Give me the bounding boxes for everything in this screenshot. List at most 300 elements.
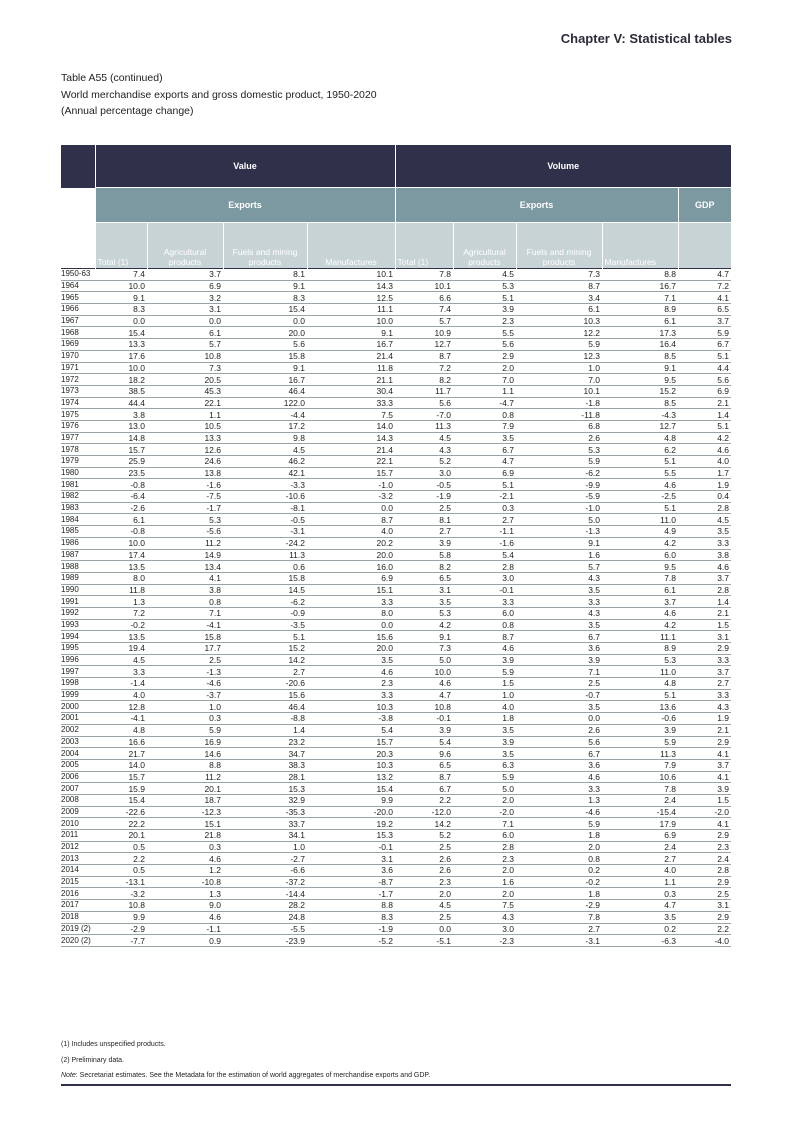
col-fuels-mining-volume: Fuels and mining products [516,223,602,269]
table-cell: 13.6 [602,701,678,713]
table-cell: 13.5 [95,631,147,643]
table-cell: 10.1 [307,269,395,281]
table-cell: 15.1 [147,818,223,830]
table-cell: 4.6 [516,771,602,783]
table-cell: 15.4 [307,783,395,795]
table-cell: -10.6 [223,491,307,503]
table-cell: 4.1 [678,748,731,760]
table-unit: (Annual percentage change) [61,105,194,117]
table-row [61,456,731,468]
table-cell: 15.7 [307,467,395,479]
header-corner [61,145,95,188]
table-cell: 10.0 [307,315,395,327]
table-cell: 5.1 [602,456,678,468]
table-cell: -10.8 [147,876,223,888]
table-cell: 1.9 [678,713,731,725]
table-cell: -24.2 [223,537,307,549]
table-cell: 9.5 [602,374,678,386]
table-cell: 0.0 [307,619,395,631]
table-cell: 4.1 [678,818,731,830]
row-year: 2019 (2) [61,923,95,935]
table-cell: -20.6 [223,678,307,690]
table-cell: 4.6 [602,479,678,491]
table-cell: 1.8 [516,830,602,842]
table-cell: 8.5 [602,350,678,362]
table-cell: -23.9 [223,935,307,947]
table-cell: -3.8 [307,713,395,725]
table-cell: -2.1 [453,491,516,503]
table-cell: 7.8 [602,783,678,795]
table-cell: 4.0 [678,456,731,468]
row-year: 1987 [61,549,95,561]
table-cell: 28.1 [223,771,307,783]
table-cell: 4.5 [95,654,147,666]
table-cell: 7.5 [307,409,395,421]
table-cell: -0.8 [95,479,147,491]
table-cell: 5.3 [516,444,602,456]
table-cell: -0.2 [516,876,602,888]
table-cell: -2.5 [602,491,678,503]
table-cell: 7.1 [516,666,602,678]
table-cell: 19.2 [307,818,395,830]
table-cell: 3.8 [95,409,147,421]
table-cell: -12.3 [147,806,223,818]
table-cell: -5.2 [307,935,395,947]
table-cell: -0.6 [602,713,678,725]
table-cell: 5.2 [395,456,453,468]
table-cell: 6.5 [395,572,453,584]
table-cell: 10.0 [95,537,147,549]
table-cell: 2.2 [95,853,147,865]
table-cell: 3.9 [453,736,516,748]
table-cell: 17.6 [95,350,147,362]
table-cell: 3.9 [453,654,516,666]
row-year: 2001 [61,713,95,725]
table-cell: 21.4 [307,444,395,456]
table-cell: 2.6 [395,865,453,877]
table-cell: -0.1 [307,841,395,853]
table-cell: 0.8 [453,409,516,421]
table-cell: 11.3 [395,420,453,432]
table-cell: 10.8 [147,350,223,362]
table-cell: 12.2 [516,327,602,339]
table-cell: 7.1 [147,607,223,619]
table-cell: 9.5 [602,561,678,573]
table-row [61,385,731,397]
row-year: 1996 [61,654,95,666]
table-cell: 14.2 [395,818,453,830]
table-cell: 3.3 [307,689,395,701]
table-cell: -20.0 [307,806,395,818]
row-year: 1972 [61,374,95,386]
table-cell: 1.0 [147,701,223,713]
row-year: 1997 [61,666,95,678]
table-cell: 3.5 [678,526,731,538]
table-body [61,269,731,947]
table-cell: 14.6 [147,748,223,760]
table-cell: 2.5 [516,678,602,690]
table-cell: 16.7 [602,280,678,292]
table-cell: 10.3 [307,701,395,713]
table-cell: 5.7 [516,561,602,573]
table-row [61,771,731,783]
table-row [61,806,731,818]
table-cell: 22.1 [147,397,223,409]
table-cell: -11.8 [516,409,602,421]
table-cell: 8.3 [223,292,307,304]
table-cell: 17.9 [602,818,678,830]
table-cell: 6.9 [147,280,223,292]
table-cell: 2.5 [395,841,453,853]
row-year: 2010 [61,818,95,830]
table-cell: 5.6 [516,736,602,748]
table-cell: 122.0 [223,397,307,409]
table-cell: 23.2 [223,736,307,748]
table-cell: 2.5 [395,502,453,514]
table-cell: 6.9 [307,572,395,584]
table-cell: 1.3 [516,794,602,806]
row-year: 2014 [61,865,95,877]
table-cell: 21.7 [95,748,147,760]
table-cell: 4.3 [453,911,516,923]
row-year: 1974 [61,397,95,409]
table-cell: -2.0 [453,806,516,818]
table-cell: 3.8 [678,549,731,561]
table-cell: 2.9 [678,911,731,923]
row-year: 1999 [61,689,95,701]
table-title: World merchandise exports and gross domestic product, 1950-2020 [61,88,377,101]
table-cell: 4.5 [395,432,453,444]
table-cell: 16.9 [147,736,223,748]
table-cell: -3.1 [223,526,307,538]
table-cell: 46.2 [223,456,307,468]
table-cell: 0.9 [147,935,223,947]
table-cell: -1.0 [516,502,602,514]
table-cell: -4.1 [147,619,223,631]
table-cell: 42.1 [223,467,307,479]
table-cell: -1.6 [453,537,516,549]
table-row [61,736,731,748]
table-cell: 6.1 [602,584,678,596]
table-cell: 7.2 [678,280,731,292]
table-cell: 7.8 [602,572,678,584]
table-cell: 3.9 [602,724,678,736]
table-cell: 9.1 [307,327,395,339]
table-cell: 4.7 [678,269,731,281]
table-cell: 0.6 [223,561,307,573]
row-year: 1980 [61,467,95,479]
table-cell: 3.7 [678,759,731,771]
table-cell: 5.9 [453,771,516,783]
col-agricultural-value: Agricultural products [147,223,223,269]
table-cell: 11.2 [147,771,223,783]
table-cell: 11.0 [602,514,678,526]
table-cell: -8.1 [223,502,307,514]
row-year: 1986 [61,537,95,549]
table-cell: 10.5 [147,420,223,432]
table-cell: -1.4 [95,678,147,690]
table-cell: 3.3 [516,596,602,608]
table-cell: 45.3 [147,385,223,397]
table-cell: 2.7 [453,514,516,526]
table-cell: 2.3 [453,315,516,327]
row-year: 1989 [61,572,95,584]
table-cell: 4.7 [453,456,516,468]
table-cell: 8.1 [395,514,453,526]
table-cell: 6.7 [678,339,731,351]
table-cell: 6.1 [602,315,678,327]
table-cell: 11.1 [602,631,678,643]
chapter-title: Statistical tables [629,31,732,46]
table-cell: 15.9 [95,783,147,795]
table-cell: 3.6 [307,865,395,877]
table-cell: 10.1 [516,385,602,397]
table-cell: -4.0 [678,935,731,947]
table-cell: 13.8 [147,467,223,479]
row-year: 2004 [61,748,95,760]
table-cell: 4.3 [516,572,602,584]
table-cell: 7.5 [453,900,516,912]
table-row [61,584,731,596]
table-cell: 13.0 [95,420,147,432]
table-cell: 7.0 [516,374,602,386]
table-cell: 4.8 [602,678,678,690]
table-cell: 10.9 [395,327,453,339]
table-cell: 13.3 [147,432,223,444]
row-year: 1994 [61,631,95,643]
table-cell: 2.1 [678,724,731,736]
table-cell: 5.9 [516,818,602,830]
table-row [61,654,731,666]
table-cell: 3.5 [453,724,516,736]
row-year: 2016 [61,888,95,900]
row-year: 1983 [61,502,95,514]
table-cell: 1.3 [95,596,147,608]
table-cell: 7.3 [147,362,223,374]
table-cell: 18.2 [95,374,147,386]
table-cell: -4.6 [147,678,223,690]
table-cell: 2.4 [602,841,678,853]
row-year: 1977 [61,432,95,444]
table-cell: 12.6 [147,444,223,456]
chapter-prefix: Chapter V: [560,31,626,46]
table-cell: 8.7 [395,350,453,362]
col-total-value: Total (1) [95,223,147,269]
table-cell: -6.6 [223,865,307,877]
table-cell: 2.8 [678,584,731,596]
table-cell: 34.1 [223,830,307,842]
table-row [61,619,731,631]
table-cell: 5.4 [395,736,453,748]
table-cell: 2.4 [678,853,731,865]
table-cell: 12.7 [395,339,453,351]
table-cell: 23.5 [95,467,147,479]
table-cell: 25.9 [95,456,147,468]
note-label: Note [61,1072,76,1079]
table-cell: -9.9 [516,479,602,491]
row-year: 1995 [61,643,95,655]
table-cell: 6.9 [453,467,516,479]
row-year: 2012 [61,841,95,853]
table-cell: 13.3 [95,339,147,351]
table-cell: 8.1 [223,269,307,281]
table-cell: 2.0 [516,841,602,853]
table-cell: 4.5 [395,900,453,912]
table-cell: 3.6 [516,643,602,655]
table-cell: 9.0 [147,900,223,912]
table-cell: -4.7 [453,397,516,409]
table-cell: 4.0 [307,526,395,538]
table-cell: 5.0 [395,654,453,666]
table-cell: 6.7 [516,631,602,643]
table-cell: 3.3 [678,537,731,549]
table-cell: 6.9 [602,830,678,842]
table-cell: 5.3 [453,280,516,292]
table-cell: 8.5 [602,397,678,409]
table-row [61,666,731,678]
table-cell: 4.3 [678,701,731,713]
col-manufactures-value: Manufactures [307,223,395,269]
table-cell: 1.7 [678,467,731,479]
row-year: 2009 [61,806,95,818]
table-cell: 4.6 [602,607,678,619]
table-cell: 7.0 [453,374,516,386]
table-cell: -1.6 [147,479,223,491]
header-exports-volume: Exports [395,188,678,223]
table-cell: 8.8 [147,759,223,771]
table-row [61,701,731,713]
row-year: 1969 [61,339,95,351]
table-cell: 3.9 [678,783,731,795]
table-cell: 15.6 [307,631,395,643]
table-cell: -2.9 [516,900,602,912]
table-cell: 17.3 [602,327,678,339]
table-cell: 0.8 [516,853,602,865]
table-cell: -6.2 [223,596,307,608]
table-cell: -7.5 [147,491,223,503]
table-cell: 46.4 [223,701,307,713]
table-cell: 20.3 [307,748,395,760]
table-cell: 1.9 [678,479,731,491]
table-row [61,572,731,584]
table-cell: 2.3 [678,841,731,853]
table-cell: 5.3 [147,514,223,526]
table-cell: 8.7 [307,514,395,526]
table-cell: 17.7 [147,643,223,655]
table-cell: 3.1 [678,631,731,643]
table-cell: 4.6 [453,643,516,655]
table-row [61,678,731,690]
row-year: 1967 [61,315,95,327]
table-cell: 3.0 [453,572,516,584]
table-cell: -6.3 [602,935,678,947]
table-cell: 4.6 [147,853,223,865]
table-cell: -2.6 [95,502,147,514]
table-cell: 15.7 [95,444,147,456]
table-cell: 4.2 [395,619,453,631]
table-cell: 3.5 [516,584,602,596]
table-cell: 2.2 [678,923,731,935]
table-cell: 1.5 [453,678,516,690]
table-row [61,350,731,362]
table-cell: 9.1 [95,292,147,304]
table-cell: -3.5 [223,619,307,631]
table-cell: 9.9 [95,911,147,923]
table-cell: 11.3 [223,549,307,561]
table-row [61,607,731,619]
table-cell: 5.9 [453,666,516,678]
table-cell: 5.6 [395,397,453,409]
row-year: 1981 [61,479,95,491]
table-cell: 1.6 [453,876,516,888]
table-row [61,794,731,806]
row-year: 1984 [61,514,95,526]
table-cell: 4.2 [678,432,731,444]
table-cell: 3.9 [395,724,453,736]
table-cell: -6.4 [95,491,147,503]
table-cell: 18.7 [147,794,223,806]
table-cell: 15.3 [223,783,307,795]
table-cell: 2.5 [395,911,453,923]
table-cell: 3.0 [453,923,516,935]
table-cell: 6.1 [95,514,147,526]
table-row [61,596,731,608]
table-cell: 30.4 [307,385,395,397]
table-cell: 4.7 [395,689,453,701]
table-cell: 6.5 [395,759,453,771]
table-cell: 20.0 [307,643,395,655]
table-cell: -0.8 [95,526,147,538]
table-row [61,537,731,549]
table-cell: 5.1 [678,350,731,362]
table-cell: 3.3 [453,596,516,608]
table-cell: 6.7 [395,783,453,795]
table-cell: 0.0 [147,315,223,327]
table-cell: 8.9 [602,304,678,316]
table-cell: 2.6 [395,853,453,865]
table-cell: 3.3 [95,666,147,678]
table-cell: 5.5 [453,327,516,339]
table-cell: 1.5 [678,794,731,806]
table-row [61,420,731,432]
table-row [61,432,731,444]
table-cell: 0.5 [95,865,147,877]
table-cell: 15.7 [307,736,395,748]
table-cell: 6.1 [516,304,602,316]
table-cell: 15.7 [95,771,147,783]
table-row [61,269,731,281]
table-cell: 14.3 [307,280,395,292]
row-year: 1964 [61,280,95,292]
row-year: 1966 [61,304,95,316]
note-text: : Secretariat estimates. See the Metadata for the estimation of world aggregates of merchandise exports and GDP. [75,1072,431,1079]
table-cell: 5.1 [602,689,678,701]
table-cell: -14.4 [223,888,307,900]
table-row [61,280,731,292]
table-cell: 24.6 [147,456,223,468]
table-cell: 7.2 [395,362,453,374]
row-year: 1971 [61,362,95,374]
row-year: 2005 [61,759,95,771]
table-cell: 3.3 [678,654,731,666]
row-year: 1990 [61,584,95,596]
table-cell: 2.0 [453,865,516,877]
row-year: 2018 [61,911,95,923]
table-row [61,397,731,409]
table-cell: -1.9 [395,491,453,503]
table-cell: 17.4 [95,549,147,561]
table-cell: 1.4 [678,409,731,421]
